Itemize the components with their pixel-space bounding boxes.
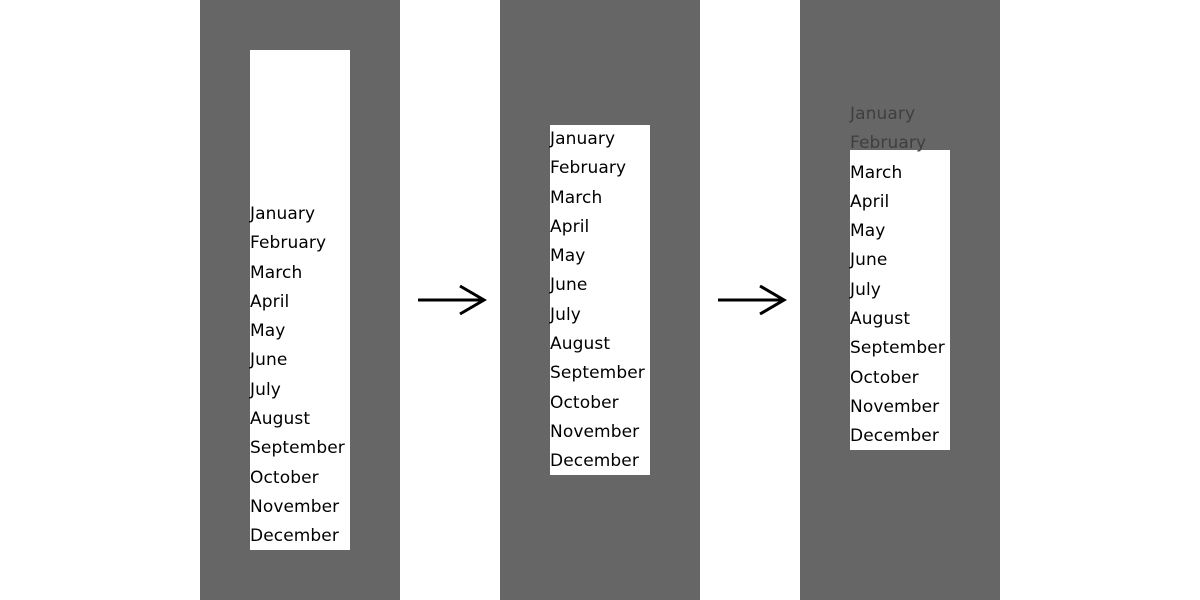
month-item: June — [850, 250, 888, 271]
stage-2-month-list — [550, 125, 680, 477]
month-item: July — [550, 304, 581, 325]
month-item-overflowed: February — [850, 133, 927, 154]
month-item: August — [850, 309, 911, 330]
month-item-overflowed: January — [850, 104, 916, 124]
month-item: April — [250, 291, 290, 312]
month-item: June — [550, 275, 588, 296]
month-item: October — [250, 467, 319, 488]
month-item: April — [550, 216, 590, 237]
month-item: November — [250, 496, 340, 517]
month-item: August — [250, 409, 311, 430]
month-item: September — [550, 363, 645, 384]
stage-3-panel — [800, 0, 1000, 600]
arrow-right-icon — [416, 280, 488, 320]
month-item: December — [550, 451, 639, 472]
month-item: August — [550, 334, 611, 355]
month-item: January — [550, 129, 616, 149]
month-item: May — [550, 246, 586, 267]
month-item: May — [250, 321, 286, 342]
month-item: April — [850, 191, 890, 212]
month-item: May — [850, 221, 886, 242]
arrow-right-icon — [716, 280, 788, 320]
month-item: December — [850, 426, 939, 447]
month-item: September — [250, 438, 345, 459]
month-item: December — [250, 526, 339, 547]
stage-1-month-list — [250, 200, 380, 552]
month-item: October — [850, 367, 919, 388]
month-item: January — [250, 204, 316, 224]
stage-2-panel — [500, 0, 700, 600]
month-item: September — [850, 338, 945, 359]
month-item: November — [850, 396, 940, 417]
stage-3-month-list — [850, 100, 980, 452]
month-item: July — [850, 279, 881, 300]
month-item: July — [250, 379, 281, 400]
month-item: November — [550, 421, 640, 442]
month-item: June — [250, 350, 288, 371]
month-item: February — [250, 233, 327, 254]
month-item: February — [550, 158, 627, 179]
month-item: March — [550, 187, 603, 208]
month-item: October — [550, 392, 619, 413]
month-item: March — [250, 262, 303, 283]
month-item: March — [850, 162, 903, 183]
stage-1-panel — [200, 0, 400, 600]
